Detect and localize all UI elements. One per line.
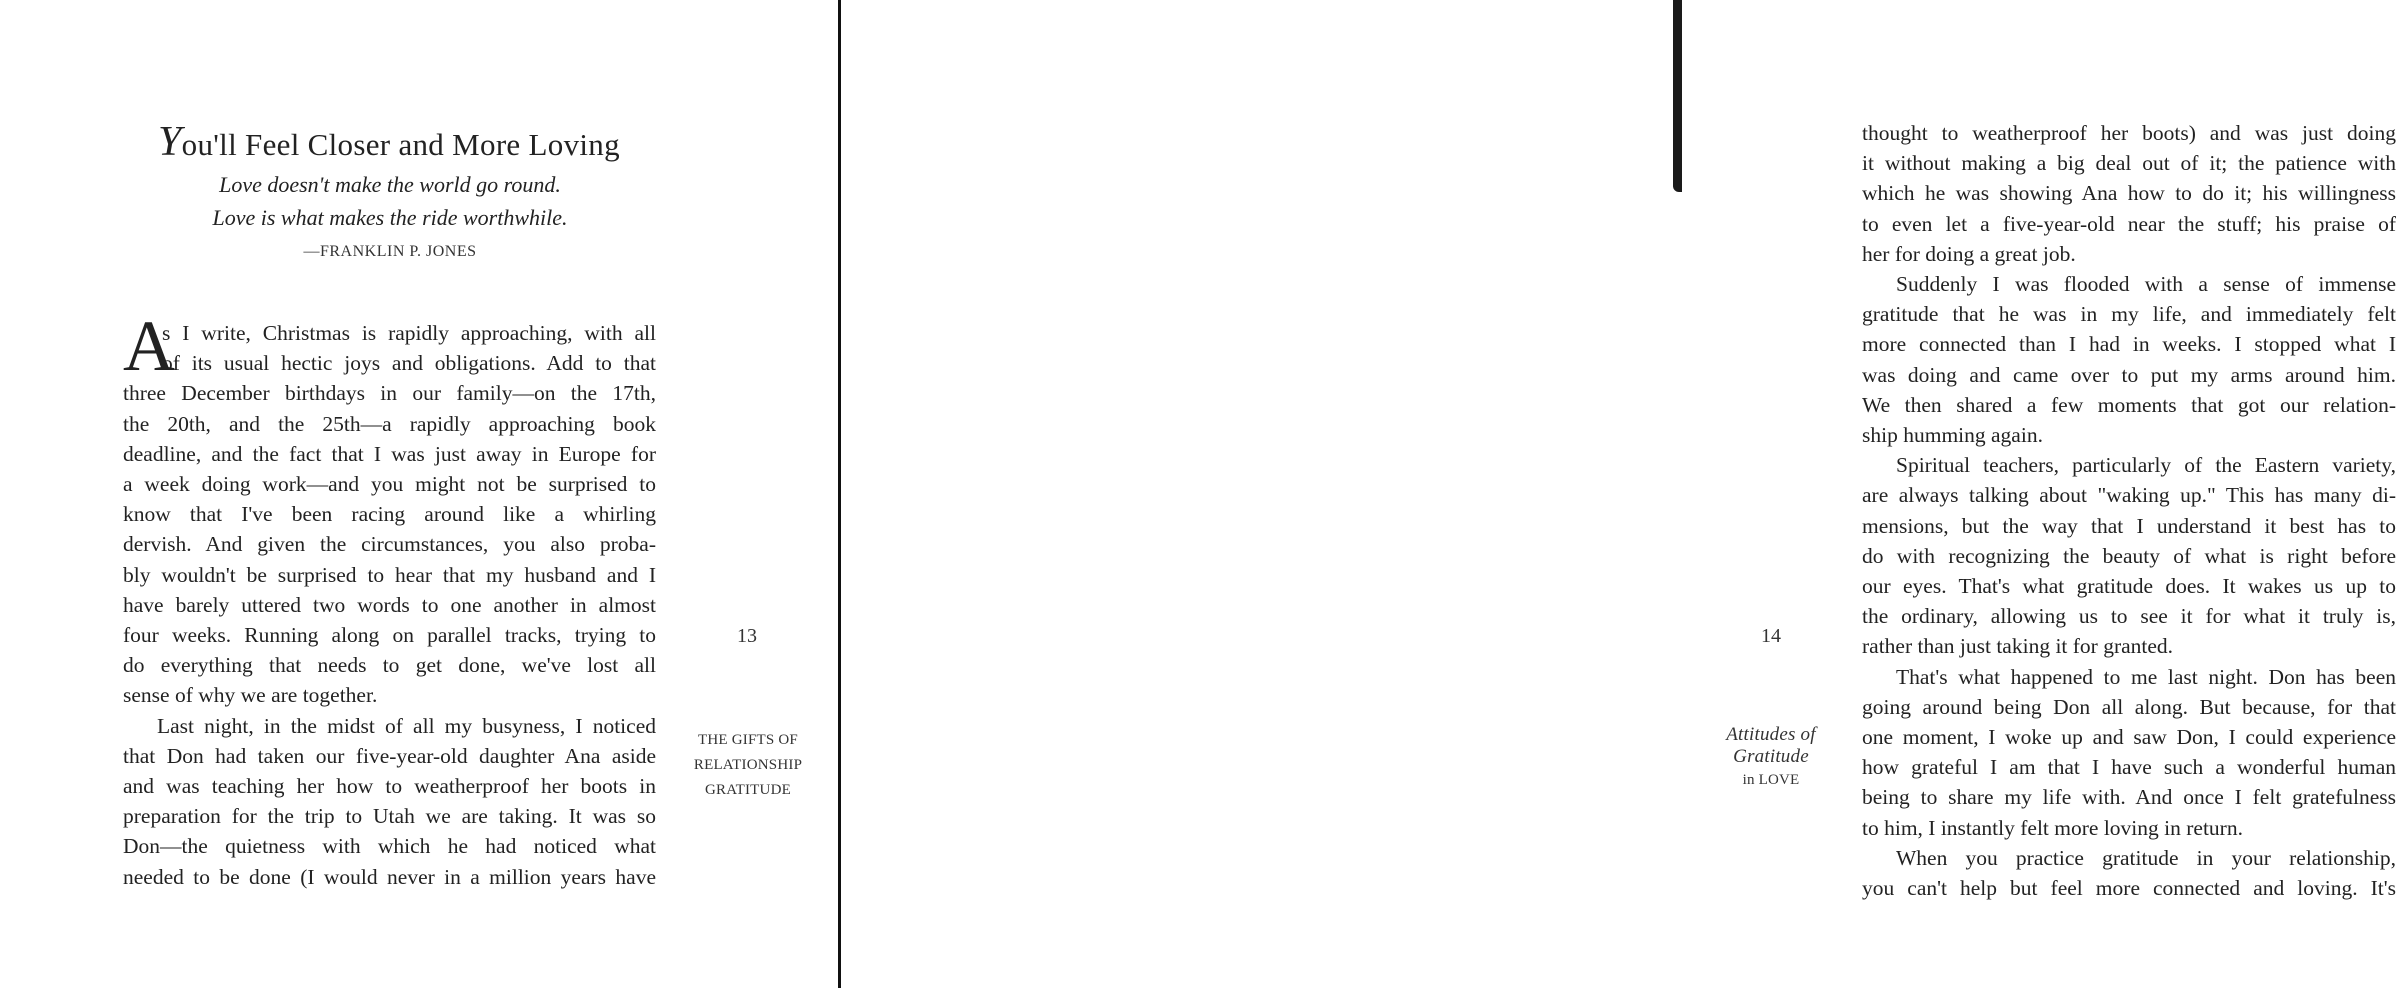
page-edge-mark <box>1673 0 1682 192</box>
text-line: deadline, and the fact that I was just away in Europe for <box>123 441 656 466</box>
text-line: which he was showing Ana how to do it; his willingness <box>1862 181 2396 206</box>
text-line: ship humming again. <box>1862 423 2043 448</box>
epigraph-line-1: Love doesn't make the world go round. <box>219 172 561 197</box>
left-page <box>0 0 838 988</box>
text-line: s I write, Christmas is rapidly approaching, with all <box>162 321 656 345</box>
text-line: to him, I instantly felt more loving in return. <box>1862 815 2243 840</box>
text-line: and was teaching her how to weatherproof her boots in <box>123 774 656 799</box>
text-line: Don—the quietness with which he had noticed what <box>123 834 656 859</box>
chapter-title <box>158 118 620 166</box>
chapter-title-initial: Y <box>158 119 182 165</box>
running-head-right <box>1706 724 1836 793</box>
text-line: to even let a five-year-old near the stuff; his praise of <box>1862 211 2396 236</box>
text-line: the ordinary, allowing us to see it for what it truly is, <box>1862 604 2396 629</box>
text-line: preparation for the trip to Utah we are taking. It was so <box>123 804 656 829</box>
text-line: more connected than I had in weeks. I stopped what I <box>1862 332 2396 357</box>
text-line: When you practice gratitude in your relationship, <box>1896 845 2396 870</box>
running-head-left <box>688 728 808 803</box>
running-head-script-line: Gratitude <box>1733 746 1809 767</box>
text-line: Spiritual teachers, particularly of the Eastern variety, <box>1896 453 2396 478</box>
chapter-title-text: ou'll Feel Closer and More Loving <box>181 127 620 162</box>
running-head-tail: in LOVE <box>1742 772 1800 788</box>
page-number-right: 14 <box>1761 625 1781 647</box>
text-line: sense of why we are together. <box>123 683 378 708</box>
text-line: going around being Don all along. But because, for that <box>1862 694 2396 719</box>
text-line: Last night, in the midst of all my busyness, I noticed <box>157 713 656 738</box>
text-line: the 20th, and the 25th—a rapidly approaching book <box>123 411 656 436</box>
text-line: have barely uttered two words to one another in almost <box>123 592 656 617</box>
running-head-line: THE GIFTS OF <box>698 732 798 748</box>
text-line: was doing and came over to put my arms around him. <box>1862 362 2396 387</box>
text-line: know that I've been racing around like a whirling <box>123 502 656 527</box>
text-line: one moment, I woke up and saw Don, I could experience <box>1862 725 2396 750</box>
text-line: her for doing a great job. <box>1862 241 2076 266</box>
text-line: mensions, but the way that I understand it best has to <box>1862 513 2396 538</box>
text-line: a week doing work—and you might not be surprised to <box>123 472 656 497</box>
text-line: how grateful I am that I have such a wonderful human <box>1862 755 2396 780</box>
right-page <box>841 0 2396 988</box>
text-line: it without making a big deal out of it; the patience with <box>1862 151 2396 176</box>
text-line: do with recognizing the beauty of what is right before <box>1862 543 2396 568</box>
text-line: rather than just taking it for granted. <box>1862 634 2174 659</box>
running-head-line: GRATITUDE <box>705 782 791 798</box>
text-line: three December birthdays in our family—on the 17th, <box>123 381 656 406</box>
running-head-script-line: Attitudes of <box>1726 724 1816 745</box>
text-line: you can't help but feel more connected and loving. It's <box>1862 876 2396 901</box>
text-line: bly wouldn't be surprised to hear that my husband and I <box>123 562 656 587</box>
text-line: are always talking about "waking up." This has many di- <box>1862 483 2396 508</box>
text-line: that Don had taken our five-year-old daughter Ana aside <box>123 743 656 768</box>
text-line: thought to weatherproof her boots) and was just doing <box>1862 121 2396 145</box>
text-line: Suddenly I was flooded with a sense of immense <box>1896 272 2396 297</box>
text-line: do everything that needs to get done, we've lost all <box>123 653 656 678</box>
text-line: needed to be done (I would never in a million years have <box>123 864 656 889</box>
text-line: That's what happened to me last night. Don has been <box>1896 664 2396 689</box>
epigraph-line-2: Love is what makes the ride worthwhile. <box>212 205 568 230</box>
text-line: dervish. And given the circumstances, you also proba- <box>123 532 656 557</box>
running-head-line: RELATIONSHIP <box>693 757 803 773</box>
right-body-text <box>1862 118 2396 903</box>
text-line: being to share my life with. And once I felt gratefulness <box>1862 785 2396 810</box>
page-number-left: 13 <box>737 625 757 647</box>
text-line: of its usual hectic joys and obligations. Add to that <box>162 351 656 376</box>
text-line: We then shared a few moments that got our relation- <box>1862 392 2396 417</box>
text-line: gratitude that he was in my life, and immediately felt <box>1862 302 2396 327</box>
text-line: our eyes. That's what gratitude does. It wakes us up to <box>1862 574 2396 599</box>
text-line: four weeks. Running along on parallel tracks, trying to <box>123 623 656 648</box>
drop-cap: A <box>123 306 175 386</box>
epigraph-attribution: —FRANKLIN P. JONES <box>303 243 477 260</box>
left-body-text <box>123 318 656 892</box>
